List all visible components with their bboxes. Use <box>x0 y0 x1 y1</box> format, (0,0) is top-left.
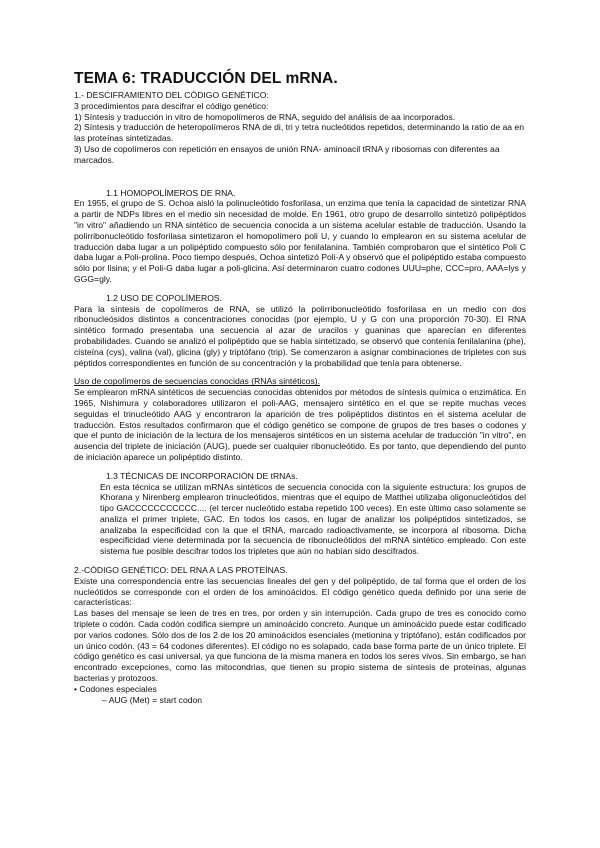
list-item: 1) Síntesis y traducción in vitro de homopolímeros de RNA, seguido del análisis de aa incorporados. <box>74 111 456 122</box>
section-2-paragraph-2: Las bases del mensaje se leen de tres en tres, por orden y sin interrupción. Cada grupo de tres es conocido como triplete o codón. Cada codón codifica siempre un aminoácido concreto. Aunque un aminoácido puede estar codificado por varios codones. Sólo dos de los 2 de los 20 aminoácidos esenciales (metionina y triptófano), están codificados por un único codón. (43 = 64 codones diferentes). El código no es solapado, cada base forma parte de un único triplete. El código genético es casi universal, ya que funciona de la misma manera en todos los seres vivos. Sin embargo, se han encontrado excepciones, como las mitocondrias, que tienen su propio sistema de síntesis de proteínas, algunas bacterias y protozoos. <box>74 608 526 684</box>
bullet-special-codons: • Codones especiales <box>74 683 157 694</box>
section-1-3-text: En esta técnica se utilizan mRNAs sintéticos de secuencia conocida con la siguiente estructura: los grupos de Khorana y Nirenberg emplearon trinucleótidos, mientras que el equipo de Matthei utilizaba oligonucleótidos del tipo GACCCCCCCCCCC.... (el tercer nucleótido estaba repetido 100 veces). En este último caso solamente se analiza el primer triplete, GAC. En todos los casos, en lugar de analizar los polipéptidos sintetizados, se analizaba la especificidad con la que el tRNA, marcado radioactivamente, se incorpora al ribosoma. Dicha especificidad viene determinada por la secuencia de ribonucleótidos del mRNA sintético empleado. Con este sistema fue posible descifrar todos los tripletes que aún no habían sido descifrados. <box>100 481 526 557</box>
section-2-paragraph-1: Existe una correspondencia entre las secuencias lineales del gen y del polipéptido, de tal forma que el orden de los nucleótidos se corresponde con el orden de los aminoácidos. El código genético queda definido por una serie de características: <box>74 575 526 608</box>
list-item: 2) Síntesis y traducción de heteropolímeros RNA de di, tri y tetra nucleótidos repetidos, determinando la ratio de aa en las proteínas sintetizadas. <box>74 122 524 144</box>
section-1-2-heading: 1.2 USO DE COPOLÍMEROS. <box>106 292 223 303</box>
section-1-1-text: En 1955, el grupo de S. Ochoa aisló la polinucleótido fosforilasa, un enzima que tenía la capacidad de sintetizar RNA a partir de NDPs libres en el medio sin necesidad de molde. En 1961, otro grupo de desarrollo sintetizó polipéptidos "in vitro" añadiendo un RNA sintético de secuencia conocida a un sistema acelular estable de traducción. Usando la polirribonucleótido fosforilasa sintetizaron el homopolímero poli U, y cuando lo emplearon en su sistema acelular de traducción daba lugar a un polipéptido compuesto sólo por fenilalanina. También comprobaron que el sintético Poli C daba lugar a Poli-prolina. Poco tiempo después, Ochoa sintetizó Poli-A y observó que el polipéptido estaba compuesto sólo por lisina; y el Poli-G daba lugar a poli-glicina. Así determinaron cuatro codones UUU=phe, CCC=pro, AAA=lys y GGG=gly. <box>74 198 526 284</box>
section-2-heading: 2.-CÓDIGO GENÉTICO: DEL RNA A LAS PROTEÍNAS. <box>74 565 288 576</box>
section-1-1-heading: 1.1 HOMOPOLÍMEROS DE RNA. <box>106 187 236 198</box>
section-1-2-text: Para la síntesis de copolímeros de RNA, se utilizó la polirribonucleótido fosforilasa en un medio con dos ribonucleósidos distintos a concentraciones conocidas (por ejemplo, U y G con una proporción 70-30). El RNA sintético formado presentaba una secuencia al azar de uracilos y guaninas que aparecían en diferentes probabilidades. Cuando se analizó el polipéptido que se había sintetizado, se observó que contenía fenilalanina (phe), cisteína (cys), valina (val), glicina (gly) y triptófano (trip). Se comenzaron a asignar combinaciones de tripletes con sus péptidos correspondientes en función de su concentración y la probabilidad que tenía para obtenerse. <box>74 303 526 368</box>
section-1-intro: 3 procedimientos para descifrar el código genético: <box>74 100 269 111</box>
section-1-2b-text: Se emplearon mRNA sintéticos de secuencias conocidas obtenidos por métodos de síntesis química o enzimática. En 1965, Nishimura y colaboradores utilizaron el poli-AAG, mensajero sintético en el que se repite muchas veces seguidas el trinucleótido AAG y encontraron la aparición de tres polipéptidos distintos en el sistema acelular de traducción. Estos resultados confirmaron que el código genético se compone de grupos de tres bases o codones y que el punto de iniciación de la lectura de los mensajeros sintéticos en un sistema acelular de traducción "in vitro", en ausencia del triplete de iniciación (AUG), puede ser cualquier ribonucleótido. Es por tanto, que dependiendo del punto de iniciación aparece un polipéptido distinto. <box>74 387 526 462</box>
sub-bullet-start-codon: – AUG (Met) = start codon <box>102 694 203 705</box>
section-1-heading: 1.- DESCIFRAMIENTO DEL CÓDIGO GENÉTICO: <box>74 90 269 100</box>
section-1-3-heading: 1.3 TÉCNICAS DE INCORPORACIÓN DE tRNAs. <box>106 470 298 481</box>
list-item: 3) Uso de copolímeros con repetición en ensayos de unión RNA- aminoacil tRNA y ribosomas con diferentes aa marcados. <box>74 143 500 165</box>
document-page <box>74 70 526 705</box>
document-title: TEMA 6: TRADUCCIÓN DEL mRNA. <box>74 70 338 87</box>
section-1-2b-heading: Uso de copolímeros de secuencias conocidas (RNAs sintéticos). <box>74 376 320 387</box>
